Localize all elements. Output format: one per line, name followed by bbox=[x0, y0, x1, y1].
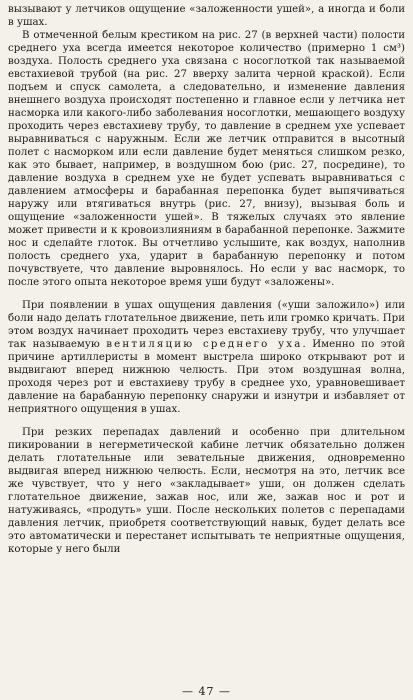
text-run: В отмеченной белым крестиком на рис. 27 (в верхней части) полости среднего уха всегда имеется некоторое количество (примерно 1 см³) воздуха. Полость среднего уха связана с носоглоткой так называемой евстахиевой трубой (на рис. 27 вверху залита черной краской). Если подъем и спуск самолета, а следовательно, и изменение давления внешнего воздуха происходят постепенно и главное если у летчика нет насморка или какого-либо заболевания носоглотки, мешающего воздуху проходить через евстахиеву трубу, то давление в среднем ухе успевает выравниваться с наружным. Если же летчик отправится в высотный полет с насморком или если давление будет меняться слишком резко, как это бывает, например, в воздушном бою (рис. 27, посредине), то давление воздуха в среднем ухе не будет успевать выравниваться с давлением атмосферы и барабанная перепонка будет выпячиваться наружу или втягиваться внутрь (рис. 27, внизу), вызывая боль и ощущение «заложенности ушей». В тяжелых случаях это явление может привести и к кровоизлияниям в барабанной перепонке. Зажмите нос и сделайте глоток. Вы отчетливо услышите, как воздух, наполнив полость среднего уха, ударит в барабанную перепонку и потом почувствуете, что давление выровнялось. Но если у вас насморк, то после этого опыта некоторое время уши будут «заложены». bbox=[8, 30, 405, 288]
paragraph-continuation bbox=[8, 3, 405, 29]
text-run: . Именно по этой причине артиллеристы в момент выстрела широко открывают рот и выдвигают вперед нижнюю челюсть. При этом воздушная волна, проходя через рот и евстахиеву трубу в среднее ухо, уравновешивает давление на барабанную перепонку снаружи и изнутри и избавляет от неприятного ощущения в ушах. bbox=[8, 339, 405, 415]
spaced-term: вентиляцию среднего уха bbox=[106, 339, 303, 350]
text-run: При резких перепадах давлений и особенно при длительном пикировании в негерметической кабине летчик обязательно должен делать глотательные или зевательные движения, одновременно выдвигая вперед нижнюю челюсть. Если, несмотря на это, летчик все же чувствует, что у него «закладывает» уши, он должен сделать глотательное движение, зажав нос, или же, зажав нос и рот и натуживаясь, «продуть» уши. После нескольких полетов с перепадами давления летчик, приобретя соответствующий навык, будет делать все это автоматически и перестанет испытывать те неприятные ощущения, которые у него были bbox=[8, 427, 405, 555]
text-run: При появлении в ушах ощущения давления («уши заложило») или боли надо делать глотательное движение, петь или громко кричать. При этом воздух начинает проходить через евстахиеву трубу, что улучшает так называемую bbox=[8, 300, 405, 350]
paragraph-middle-ear bbox=[8, 29, 405, 289]
text-run: вызывают у летчиков ощущение «заложенности ушей», а иногда и боли в ушах. bbox=[8, 4, 405, 28]
text-body bbox=[8, 3, 405, 556]
paragraph-dive bbox=[8, 426, 405, 556]
paragraph-ventilation bbox=[8, 299, 405, 416]
page-number: — 47 — bbox=[182, 685, 231, 698]
